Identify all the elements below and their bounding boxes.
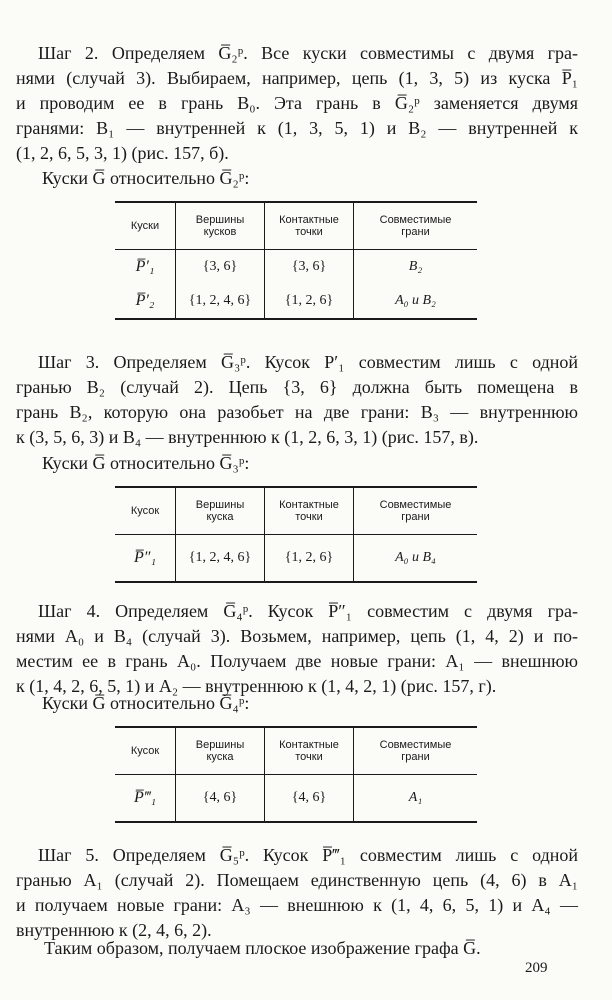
table-3-header-contacts: Контактные точки [265,727,354,775]
table-2-piece-name: P̅″₁ [115,535,176,583]
table-2 [115,486,477,583]
table-1-faces: A₀ и B₂ [354,284,478,319]
table-1-header-contacts: Контактные точки [265,202,354,250]
table-2-header-faces: Совместимые грани [354,487,478,535]
table-2-header-vertices: Вершины куска [176,487,265,535]
table-row [115,250,477,285]
table-1-vertices: {3, 6} [176,250,265,285]
step-3-line-2: гранью B₂ (случай 2). Цепь {3, 6} должна быть помещена в [16,377,578,397]
step-5-line-1: Шаг 5. Определяем G̅₅ᵖ. Кусок P̅‴₁ совместим лишь с одной [38,845,578,865]
table-1-piece-name: P̅′₂ [115,284,176,319]
conclusion-text: Таким образом, получаем плоское изображение графа G̅. [44,938,481,958]
table-row [115,535,477,583]
table-3 [115,726,477,823]
step-2-paragraph [16,41,578,166]
step-4-line-2: нями A₀ и B₄ (случай 3). Возьмем, например, цепь (1, 4, 2) и по- [16,626,578,646]
table-1-header-vertices: Вершины кусков [176,202,265,250]
table-2-caption: Куски G̅ относительно G̅₃ᵖ: [42,453,250,473]
table-3-piece-name: P̅‴₁ [115,775,176,823]
table-3-header-piece: Кусок [115,727,176,775]
table-1-vertices: {1, 2, 4, 6} [176,284,265,319]
step-2-line-5: (1, 2, 6, 5, 3, 1) (рис. 157, б). [16,143,229,163]
table-2-contacts: {1, 2, 6} [265,535,354,583]
table-1-contacts: {3, 6} [265,250,354,285]
table-2-header-contacts: Контактные точки [265,487,354,535]
table-row [115,775,477,823]
step-3-paragraph [16,350,578,450]
table-2-faces: A₀ и B₄ [354,535,478,583]
table-1-contacts: {1, 2, 6} [265,284,354,319]
step-5-line-2: гранью A₁ (случай 2). Помещаем единственную цепь (4, 6) в A₁ [16,870,578,890]
table-1-header-pieces: Куски [115,202,176,250]
table-2-header-piece: Кусок [115,487,176,535]
step-4-line-4: к (1, 4, 2, 6, 5, 1) и A₂ — внутреннюю к (1, 4, 2, 1) (рис. 157, г). [16,676,497,696]
table-3-header-faces: Совместимые грани [354,727,478,775]
step-2-line-2: нями (случай 3). Выбираем, например, цепь (1, 3, 5) из куска P̅₁ [16,68,578,88]
step-3-line-1: Шаг 3. Определяем G̅₃ᵖ. Кусок P′₁ совместим лишь с одной [38,352,578,372]
page-number: 209 [525,960,548,976]
table-row [115,284,477,319]
step-4-line-1: Шаг 4. Определяем G̅₄ᵖ. Кусок P̅″₁ совместим с двумя гра- [38,601,578,621]
step-2-line-3: и проводим ее в грань B₀. Эта грань в G̅₂ᵖ заменяется двумя [16,93,578,113]
step-5-line-4: внутреннюю к (2, 4, 6, 2). [16,920,212,940]
step-2-line-1: Шаг 2. Определяем G̅₂ᵖ. Все куски совместимы с двумя гра- [38,43,578,63]
table-3-header-row [115,727,477,775]
table-3-contacts: {4, 6} [265,775,354,823]
step-3-line-3: грань B₂, которую она разобьет на две грани: B₃ — внутреннюю [16,402,578,422]
step-5-paragraph [16,843,578,943]
step-3-line-4: к (3, 5, 6, 3) и B₄ — внутреннюю к (1, 2, 6, 3, 1) (рис. 157, в). [16,427,479,447]
step-5-line-3: и получаем новые грани: A₃ — внешнюю к (1, 4, 6, 5, 1) и A₄ — [16,895,578,915]
table-3-caption: Куски G̅ относительно G̅₄ᵖ: [42,693,250,713]
table-1-header-faces: Совместимые грани [354,202,478,250]
table-3-header-vertices: Вершины куска [176,727,265,775]
table-3-vertices: {4, 6} [176,775,265,823]
step-4-line-3: местим ее в грань A₀. Получаем две новые грани: A₁ — внешнюю [16,651,578,671]
table-1-faces: B₂ [354,250,478,285]
table-1-header-row [115,202,477,250]
table-1-piece-name: P̅′₁ [115,250,176,285]
step-4-paragraph [16,599,578,699]
table-1-caption: Куски G̅ относительно G̅₂ᵖ: [42,168,250,188]
table-2-vertices: {1, 2, 4, 6} [176,535,265,583]
table-3-faces: A₁ [354,775,478,823]
table-2-header-row [115,487,477,535]
table-1 [115,201,477,320]
step-2-line-4: гранями: B₁ — внутренней к (1, 3, 5, 1) и B₂ — внутренней к [16,118,578,138]
